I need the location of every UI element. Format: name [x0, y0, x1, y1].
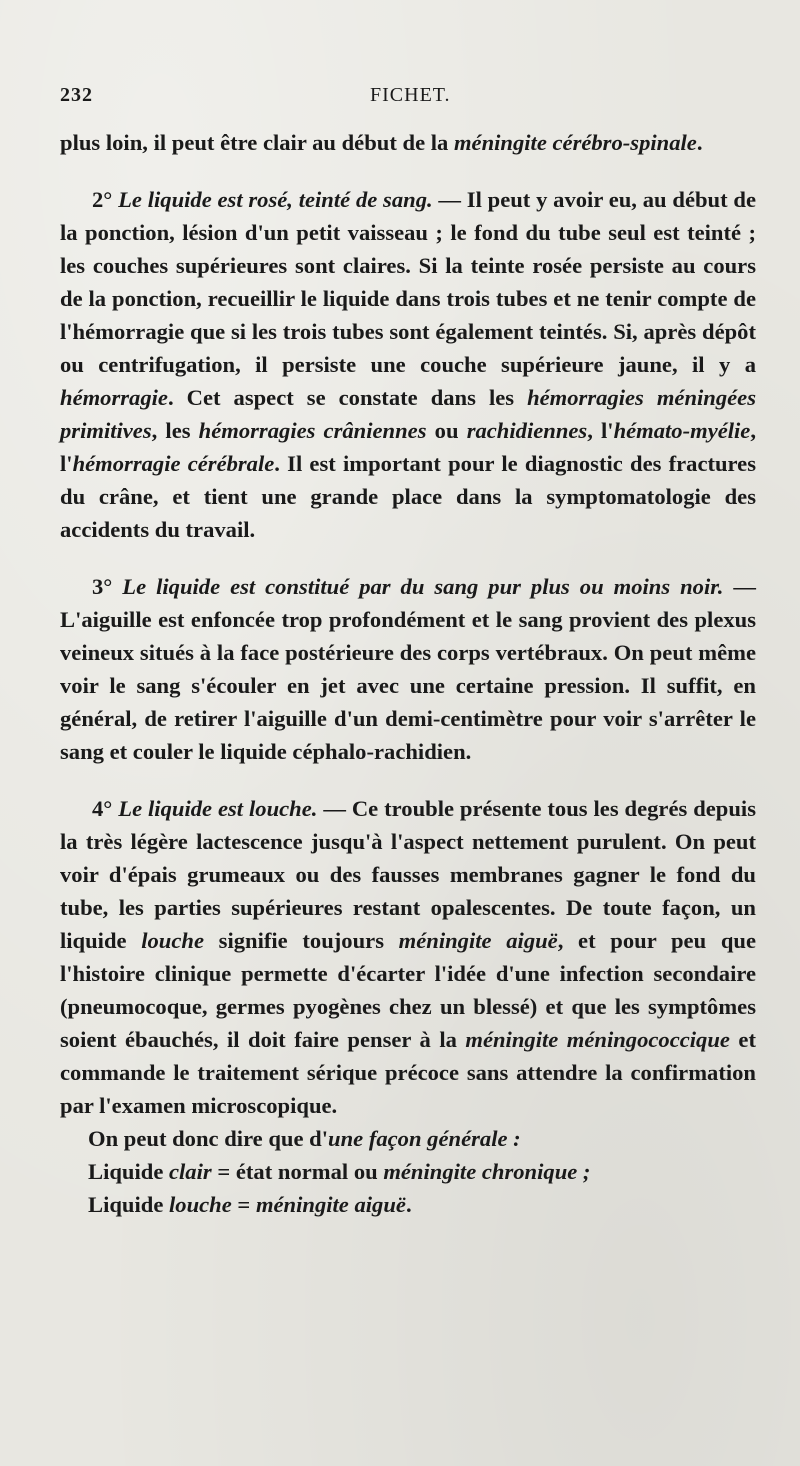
emphasis-run: hémorragie cérébrale — [72, 451, 275, 476]
text-run: On peut donc dire que d' — [88, 1126, 329, 1151]
emphasis-run: rachidiennes — [466, 418, 588, 443]
summary-line-clear — [60, 1155, 756, 1188]
text-run: , les — [151, 418, 199, 443]
emphasis-run: louche — [169, 1192, 232, 1217]
text-run: = — [231, 1192, 256, 1217]
summary-lead — [60, 1122, 756, 1155]
text-run: , et pour peu que l'histoire clinique permette d'écarter l'idée d'une infection secondaire (pneumocoque, germes pyogènes chez un blessé) et que les symptômes soient ébauchés, il doit faire penser à la — [60, 928, 756, 1052]
text-run: — Ce trouble présente tous les degrés depuis la très légère lactescence jusqu'à l'aspect nettement purulent. On peut voir d'épais grumeaux ou des fausses membranes gagner le fond du tube, les parties supérieures restant opalescentes. De toute façon, un liquide — [60, 796, 756, 953]
item-heading: Le liquide est louche. — [118, 796, 318, 821]
emphasis-run: méningite aiguë — [255, 1192, 406, 1217]
page-number: 232 — [60, 84, 93, 106]
item-heading: Le liquide est constitué par du sang pur plus ou moins noir. — [122, 574, 724, 599]
emphasis-run: clair — [169, 1159, 212, 1184]
item-heading: Le liquide est rosé, teinté de sang. — [118, 187, 433, 212]
item-number: 2° — [92, 187, 119, 212]
emphasis-run: louche — [141, 928, 204, 953]
text-run: — L'aiguille est enfoncée trop profondément et le sang provient des plexus veineux situés à la face postérieure des corps vertébraux. On peut même voir le sang s'écouler en jet avec une certaine pression. Il suffit, en général, de retirer l'aiguille d'un demi-centimètre pour voir s'arrêter le sang et couler le liquide céphalo-rachidien. — [60, 574, 756, 764]
paragraph-item-3 — [60, 570, 756, 768]
text-run: plus loin, il peut être clair au début de la — [60, 130, 454, 155]
emphasis-run: méningite chronique ; — [383, 1159, 591, 1184]
text-run: . — [696, 130, 703, 155]
body-text — [60, 126, 756, 1221]
emphasis-run: méningite aiguë — [398, 928, 558, 953]
emphasis-run: hémato-myélie — [613, 418, 751, 443]
text-run: , l' — [60, 418, 756, 476]
paragraph-item-4 — [60, 792, 756, 1122]
paragraph-item-2 — [60, 183, 756, 546]
emphasis-run: une façon générale : — [328, 1126, 521, 1151]
text-run: ou — [426, 418, 467, 443]
emphasis-run: hémorragies méningées primitives — [60, 385, 756, 443]
emphasis-run: hémorragie — [60, 385, 168, 410]
text-run: . Cet aspect se constate dans les — [167, 385, 528, 410]
text-run: , l' — [587, 418, 614, 443]
emphasis-run: hémorragies crâniennes — [198, 418, 427, 443]
text-run: . Il est important pour le diagnostic des fractures du crâne, et tient une grande place dans la symptomatologie des accidents du travail. — [60, 451, 757, 542]
text-run: et commande le traitement sérique précoce sans attendre la confirmation par l'examen microscopique. — [60, 1027, 756, 1118]
text-run: Liquide — [88, 1159, 169, 1184]
summary-line-cloudy — [60, 1188, 756, 1221]
item-number: 4° — [92, 796, 119, 821]
page-header — [60, 84, 760, 114]
text-run: = état normal ou — [211, 1159, 384, 1184]
text-run: — Il peut y avoir eu, au début de la ponction, lésion d'un petit vaisseau ; le fond du tube seul est teinté ; les couches supérieures sont claires. Si la teinte rosée persiste au cours de la ponction, recueillir le liquide dans trois tubes et ne tenir compte de l'hémorragie que si les trois tubes sont également teintés. Si, après dépôt ou centrifugation, il persiste une couche supérieure jaune, il y a — [60, 187, 756, 377]
emphasis-run: méningite méningococcique — [465, 1027, 730, 1052]
emphasis-run: méningite cérébro-spinale — [453, 130, 697, 155]
paragraph-continuation — [60, 126, 756, 159]
text-run: signifie toujours — [204, 928, 399, 953]
text-run: . — [405, 1192, 412, 1217]
item-number: 3° — [92, 574, 123, 599]
running-head: FICHET. — [370, 84, 451, 106]
text-run: Liquide — [88, 1192, 169, 1217]
